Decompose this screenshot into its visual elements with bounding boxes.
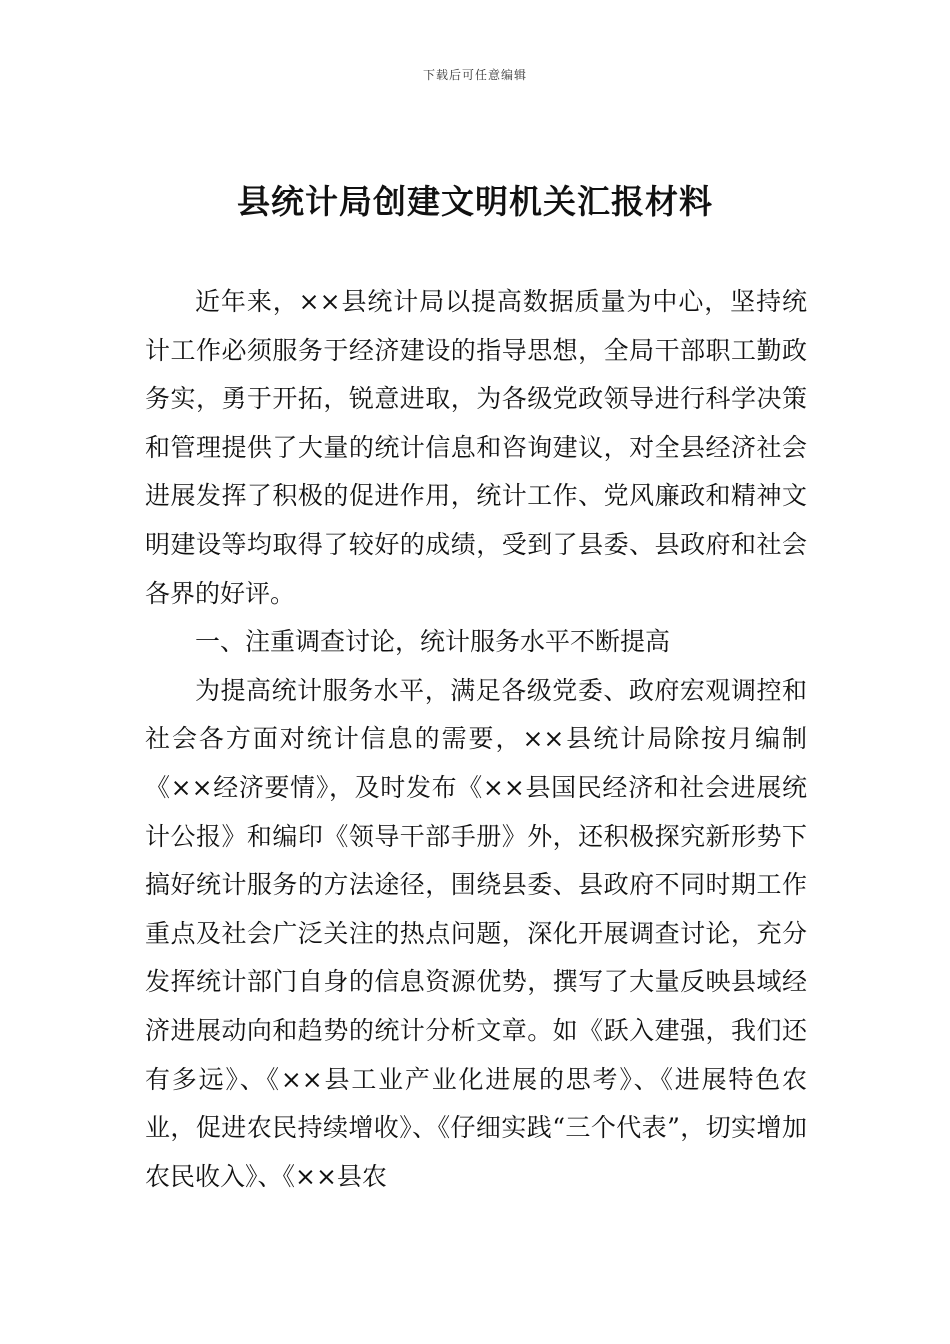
section-heading: 一、注重调查讨论，统计服务水平不断提高: [195, 627, 671, 657]
paragraph-section-1: 为提高统计服务水平，满足各级党委、政府宏观调控和社会各方面对统计信息的需要，××县统计局除按月编制《××经济要情》，及时发布《××县国民经济和社会进展统计公报》和编印《领导干部手册》外，还积极探究新形势下搞好统计服务的方法途径，围绕县委、县政府不同时期工作重点及社会广泛关注的热点问题，深化开展调查讨论，充分发挥统计部门自身的信息资源优势，撰写了大量反映县域经济进展动向和趋势的统计分析文章。如《跃入建强，我们还有多远》、《××县工业产业化进展的思考》、《进展特色农业，促进农民持续增收》、《仔细实践“三个代表”，切实增加农民收入》、《××县农: [145, 675, 807, 1191]
paragraph-intro: 近年来，××县统计局以提高数据质量为中心，坚持统计工作必须服务于经济建设的指导思想，全局干部职工勤政务实，勇于开拓，锐意进取，为各级党政领导进行科学决策和管理提供了大量的统计信息和咨询建议，对全县经济社会进展发挥了积极的促进作用，统计工作、党风廉政和精神文明建设等均取得了较好的成绩，受到了县委、县政府和社会各界的好评。: [145, 287, 807, 608]
header-note: 下载后可任意编辑: [422, 68, 527, 82]
document-body: [145, 278, 807, 1201]
document-title: 县统计局创建文明机关汇报材料: [237, 182, 713, 221]
